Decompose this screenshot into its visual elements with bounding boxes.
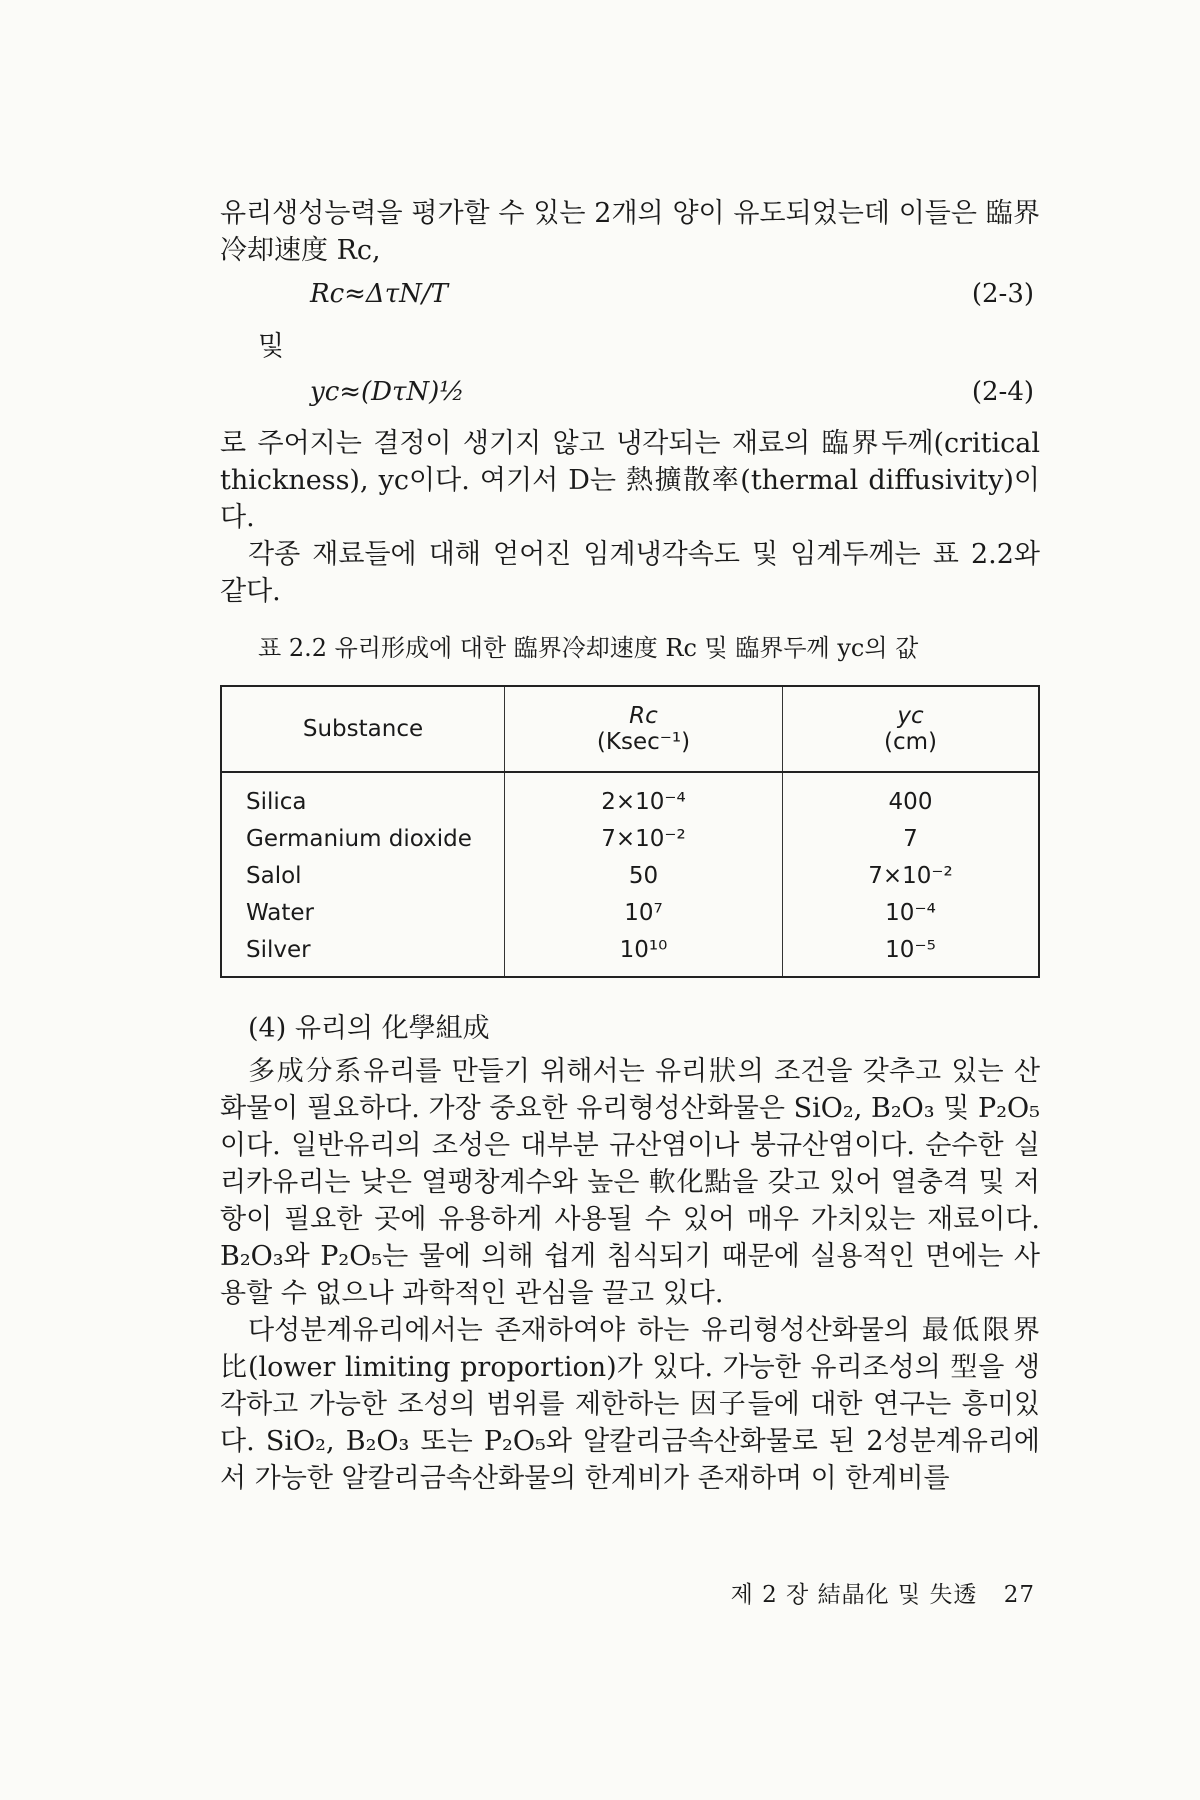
table-header-row <box>221 686 1039 772</box>
cell-substance: Salol <box>221 857 505 894</box>
cell-substance: Germanium dioxide <box>221 820 505 857</box>
page-body <box>220 195 1040 1497</box>
table-row <box>221 820 1039 857</box>
cell-rc: 50 <box>505 857 783 894</box>
page-number: 27 <box>1003 1582 1035 1608</box>
equation-number: (2-3) <box>971 279 1034 309</box>
table-row <box>221 772 1039 820</box>
equation-number: (2-4) <box>971 377 1034 407</box>
header-rc-unit: (Ksec⁻¹) <box>596 729 691 755</box>
paragraph-critical-thickness: 로 주어지는 결정이 생기지 않고 냉각되는 재료의 臨界두께(critical thickness), yc이다. 여기서 D는 熱擴散率(thermal diffusivity)이다. <box>220 428 1040 533</box>
cell-substance: Water <box>221 894 505 931</box>
section-heading: (4) 유리의 化學組成 <box>248 1013 490 1044</box>
header-yc-symbol: yc <box>897 703 924 729</box>
cell-yc: 10⁻⁴ <box>783 894 1040 931</box>
running-head: 제 2 장 結晶化 및 失透 <box>730 1582 978 1608</box>
table-caption: 표 2.2 유리形成에 대한 臨界冷却速度 Rc 및 臨界두께 yc의 값 <box>258 634 919 662</box>
table-row <box>221 894 1039 931</box>
header-substance: Substance <box>221 686 505 772</box>
cell-yc: 10⁻⁵ <box>783 931 1040 977</box>
equation-2-4 <box>220 367 1040 425</box>
cell-substance: Silica <box>221 772 505 820</box>
conjunction: 및 <box>258 331 285 362</box>
cell-rc: 10⁷ <box>505 894 783 931</box>
header-yc-unit: (cm) <box>884 729 937 755</box>
cell-yc: 7×10⁻² <box>783 857 1040 894</box>
header-rc <box>505 686 783 772</box>
cell-rc: 7×10⁻² <box>505 820 783 857</box>
cell-substance: Silver <box>221 931 505 977</box>
page-footer <box>731 1576 1035 1609</box>
critical-values-table <box>220 685 1040 978</box>
cell-yc: 7 <box>783 820 1040 857</box>
equation-expression: yc≈(DτN)½ <box>310 377 465 407</box>
equation-2-3 <box>220 269 1040 327</box>
table-row <box>221 857 1039 894</box>
paragraph-composition: 多成分系유리를 만들기 위해서는 유리狀의 조건을 갖추고 있는 산화물이 필요하다. 가장 중요한 유리형성산화물은 SiO₂, B₂O₃ 및 P₂O₅이다. 일반유리의 조성은 대부분 규산염이나 붕규산염이다. 순수한 실리카유리는 낮은 열팽창계수와 높은 軟化點을 갖고 있어 열충격 및 저항이 필요한 곳에 유용하게 사용될 수 있어 매우 가치있는 재료이다. B₂O₃와 P₂O₅는 물에 의해 쉽게 침식되기 때문에 실용적인 면에는 사용할 수 없으나 과학적인 관심을 끌고 있다. <box>220 1056 1040 1309</box>
paragraph-table-ref: 각종 재료들에 대해 얻어진 임계냉각속도 및 임계두께는 표 2.2와 같다. <box>220 539 1040 607</box>
equation-expression: Rc≈ΔτN/T <box>310 279 448 309</box>
header-yc <box>783 686 1040 772</box>
header-rc-symbol: Rc <box>629 703 658 729</box>
cell-yc: 400 <box>783 772 1040 820</box>
cell-rc: 10¹⁰ <box>505 931 783 977</box>
paragraph-intro: 유리생성능력을 평가할 수 있는 2개의 양이 유도되었는데 이들은 臨界冷却速度 Rc, <box>220 198 1040 266</box>
table-row <box>221 931 1039 977</box>
paragraph-limiting-proportion: 다성분계유리에서는 존재하여야 하는 유리형성산화물의 最低限界比(lower limiting proportion)가 있다. 가능한 유리조성의 型을 생각하고 가능한 조성의 범위를 제한하는 因子들에 대한 연구는 흥미있다. SiO₂, B₂O₃ 또는 P₂O₅와 알칼리금속산화물로 된 2성분계유리에서 가능한 알칼리금속산화물의 한계비가 존재하며 이 한계비를 <box>220 1315 1040 1494</box>
cell-rc: 2×10⁻⁴ <box>505 772 783 820</box>
